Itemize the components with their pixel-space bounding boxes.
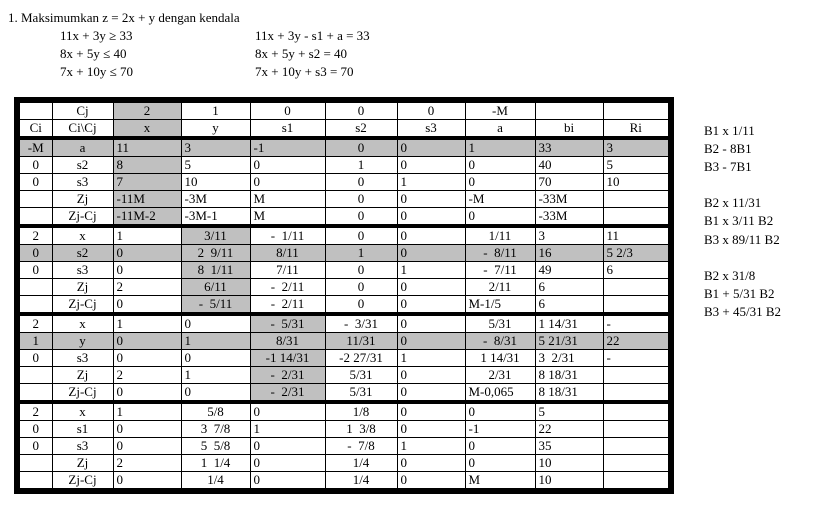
table-row xyxy=(17,208,671,227)
cell: 0 xyxy=(113,384,181,403)
cell xyxy=(603,208,671,227)
table-row xyxy=(17,421,671,438)
cell: 0 xyxy=(397,384,465,403)
cell: 11/31 xyxy=(325,333,397,350)
cell: 6/11 xyxy=(181,279,250,296)
cell: 0 xyxy=(325,174,397,191)
cell: 1 xyxy=(397,174,465,191)
row-operation: B2 x 31/8 xyxy=(704,268,756,283)
standard-form: 7x + 10y + s3 = 70 xyxy=(255,64,354,79)
cell: 0 xyxy=(397,314,465,333)
cell: 0 xyxy=(17,421,52,438)
cell: s3 xyxy=(397,120,465,139)
cell: - xyxy=(603,350,671,367)
cell: 1/4 xyxy=(325,472,397,492)
cell: 2 xyxy=(17,402,52,421)
table-row xyxy=(17,314,671,333)
cell: Ri xyxy=(603,120,671,139)
cell: 2 xyxy=(113,455,181,472)
cell: s2 xyxy=(52,245,113,262)
cell: Zj-Cj xyxy=(52,296,113,315)
cell: 0 xyxy=(250,472,325,492)
cell: 0 xyxy=(113,333,181,350)
cell xyxy=(17,296,52,315)
cell: 1 14/31 xyxy=(465,350,535,367)
cell: 8/11 xyxy=(250,245,325,262)
cell: 2 xyxy=(113,367,181,384)
cell: y xyxy=(181,120,250,139)
row-operation: B2 - 8B1 xyxy=(704,141,752,156)
cell xyxy=(17,100,52,120)
cell: 0 xyxy=(250,438,325,455)
cell xyxy=(603,384,671,403)
cell: 1 xyxy=(181,367,250,384)
cell: 1/8 xyxy=(325,402,397,421)
constraint: 8x + 5y ≤ 40 xyxy=(60,46,127,61)
cell: 22 xyxy=(535,421,603,438)
simplex-table xyxy=(14,97,674,494)
cell: 0 xyxy=(17,262,52,279)
cell: -1 xyxy=(465,421,535,438)
cell: 10 xyxy=(603,174,671,191)
cell: s2 xyxy=(52,157,113,174)
cell: 0 xyxy=(17,350,52,367)
cj-row xyxy=(17,100,671,120)
table-row xyxy=(17,333,671,350)
cell: - 3/31 xyxy=(325,314,397,333)
constraint: 7x + 10y ≤ 70 xyxy=(60,64,133,79)
cell: 0 xyxy=(397,421,465,438)
cell: Zj xyxy=(52,367,113,384)
table-row xyxy=(17,279,671,296)
cell xyxy=(603,296,671,315)
cell: Zj-Cj xyxy=(52,208,113,227)
cell: 8 18/31 xyxy=(535,367,603,384)
header-row xyxy=(17,120,671,139)
cell: 1/11 xyxy=(465,226,535,245)
cell: - 8/11 xyxy=(465,245,535,262)
table-row xyxy=(17,157,671,174)
cell: 2 xyxy=(17,226,52,245)
cell: 11 xyxy=(603,226,671,245)
cell: -2 27/31 xyxy=(325,350,397,367)
cell: - 1/11 xyxy=(250,226,325,245)
cell xyxy=(603,279,671,296)
table-row xyxy=(17,296,671,315)
cell: 49 xyxy=(535,262,603,279)
cell: 0 xyxy=(325,226,397,245)
cell: 0 xyxy=(325,262,397,279)
table-row xyxy=(17,455,671,472)
cell: -1 14/31 xyxy=(250,350,325,367)
cell: 0 xyxy=(397,455,465,472)
cell: 0 xyxy=(17,174,52,191)
cell: -11M xyxy=(113,191,181,208)
table-row xyxy=(17,191,671,208)
cell: 0 xyxy=(181,314,250,333)
cell: 0 xyxy=(397,333,465,350)
cell: s2 xyxy=(325,120,397,139)
cell: 7 xyxy=(113,174,181,191)
cell: 1 14/31 xyxy=(535,314,603,333)
cell: 0 xyxy=(325,138,397,157)
cell: 3 xyxy=(603,138,671,157)
cell: 0 xyxy=(397,245,465,262)
cell: 0 xyxy=(397,100,465,120)
row-operation: B1 x 3/11 B2 xyxy=(704,213,774,228)
cell: y xyxy=(52,333,113,350)
cell xyxy=(603,455,671,472)
cell: 6 xyxy=(535,279,603,296)
cell: 0 xyxy=(113,296,181,315)
cell: 0 xyxy=(325,279,397,296)
cell: M-1/5 xyxy=(465,296,535,315)
cell: 1 xyxy=(250,421,325,438)
cell: -33M xyxy=(535,208,603,227)
cell: Cj xyxy=(52,100,113,120)
cell: s3 xyxy=(52,262,113,279)
cell: - 7/8 xyxy=(325,438,397,455)
cell: 1/4 xyxy=(181,472,250,492)
cell: M xyxy=(250,191,325,208)
cell: 0 xyxy=(17,438,52,455)
cell: 3 xyxy=(181,138,250,157)
table-row xyxy=(17,402,671,421)
cell: 0 xyxy=(113,421,181,438)
cell: 0 xyxy=(113,245,181,262)
cell: 0 xyxy=(250,174,325,191)
cell xyxy=(603,191,671,208)
cell: 2/11 xyxy=(465,279,535,296)
cell: 8 18/31 xyxy=(535,384,603,403)
cell: -M xyxy=(17,138,52,157)
cell: 2 9/11 xyxy=(181,245,250,262)
cell: 1 xyxy=(465,138,535,157)
table-row xyxy=(17,384,671,403)
cell: -1 xyxy=(250,138,325,157)
cell: 3 2/31 xyxy=(535,350,603,367)
cell: 22 xyxy=(603,333,671,350)
cell: 2 xyxy=(113,279,181,296)
cell: 0 xyxy=(17,245,52,262)
table-row xyxy=(17,262,671,279)
cell: - 2/31 xyxy=(250,384,325,403)
row-operation: B3 - 7B1 xyxy=(704,159,752,174)
cell: 5/31 xyxy=(325,384,397,403)
cell: 1/4 xyxy=(325,455,397,472)
table-row xyxy=(17,438,671,455)
cell: 6 xyxy=(535,296,603,315)
cell: 0 xyxy=(397,472,465,492)
cell: 8/31 xyxy=(250,333,325,350)
cell: 1 xyxy=(397,350,465,367)
cell: 0 xyxy=(250,455,325,472)
row-operation: B3 x 89/11 B2 xyxy=(704,232,780,247)
cell: Zj-Cj xyxy=(52,472,113,492)
cell: x xyxy=(52,314,113,333)
cell: - 8/31 xyxy=(465,333,535,350)
cell: M-0,065 xyxy=(465,384,535,403)
cell: - xyxy=(603,314,671,333)
cell: a xyxy=(465,120,535,139)
cell xyxy=(17,455,52,472)
table-row xyxy=(17,472,671,492)
cell xyxy=(17,367,52,384)
row-operation: B1 x 1/11 xyxy=(704,123,755,138)
cell xyxy=(603,367,671,384)
cell: M xyxy=(465,472,535,492)
standard-form: 11x + 3y - s1 + a = 33 xyxy=(255,28,370,43)
cell: 0 xyxy=(181,384,250,403)
cell: - 2/31 xyxy=(250,367,325,384)
table-row xyxy=(17,138,671,157)
cell: 35 xyxy=(535,438,603,455)
cell: 0 xyxy=(397,367,465,384)
table-row xyxy=(17,174,671,191)
cell: 1 xyxy=(113,314,181,333)
cell: Ci\Cj xyxy=(52,120,113,139)
cell: 0 xyxy=(397,208,465,227)
cell: 0 xyxy=(397,191,465,208)
cell: 0 xyxy=(465,157,535,174)
cell: 0 xyxy=(397,402,465,421)
cell xyxy=(603,421,671,438)
cell: bi xyxy=(535,120,603,139)
cell: 5 5/8 xyxy=(181,438,250,455)
row-operation: B2 x 11/31 xyxy=(704,195,762,210)
cell: 10 xyxy=(535,472,603,492)
table-row xyxy=(17,350,671,367)
cell: 2 xyxy=(113,100,181,120)
cell: 2/31 xyxy=(465,367,535,384)
cell: 0 xyxy=(113,438,181,455)
cell: 0 xyxy=(465,174,535,191)
cell: -M xyxy=(465,100,535,120)
cell: 1 xyxy=(113,402,181,421)
cell: Zj xyxy=(52,455,113,472)
cell xyxy=(535,100,603,120)
cell: 8 xyxy=(113,157,181,174)
cell: 0 xyxy=(325,191,397,208)
row-operation: B3 + 45/31 B2 xyxy=(704,304,782,319)
cell: 0 xyxy=(465,438,535,455)
cell: 70 xyxy=(535,174,603,191)
cell: 11 xyxy=(113,138,181,157)
cell: 1 xyxy=(113,226,181,245)
cell: 0 xyxy=(325,296,397,315)
cell: 1 xyxy=(325,245,397,262)
cell: Zj xyxy=(52,279,113,296)
cell: -3M-1 xyxy=(181,208,250,227)
problem-title: 1. Maksimumkan z = 2x + y dengan kendala xyxy=(8,10,240,25)
cell: M xyxy=(250,208,325,227)
cell: 8 1/11 xyxy=(181,262,250,279)
cell: s1 xyxy=(52,421,113,438)
cell: 7/11 xyxy=(250,262,325,279)
table-row xyxy=(17,367,671,384)
cell: 0 xyxy=(250,157,325,174)
table-row xyxy=(17,245,671,262)
cell: Zj-Cj xyxy=(52,384,113,403)
cell: 5/31 xyxy=(465,314,535,333)
cell: 1 xyxy=(397,438,465,455)
cell: 1 xyxy=(17,333,52,350)
cell: 5 xyxy=(181,157,250,174)
standard-form: 8x + 5y + s2 = 40 xyxy=(255,46,348,61)
cell: 0 xyxy=(397,296,465,315)
cell: - 5/11 xyxy=(181,296,250,315)
cell: 0 xyxy=(397,279,465,296)
cell: 0 xyxy=(397,157,465,174)
cell: 33 xyxy=(535,138,603,157)
cell: s3 xyxy=(52,350,113,367)
cell: 1 xyxy=(397,262,465,279)
row-operation: B1 + 5/31 B2 xyxy=(704,286,775,301)
cell: 1 1/4 xyxy=(181,455,250,472)
cell: 0 xyxy=(113,262,181,279)
cell: 5 21/31 xyxy=(535,333,603,350)
cell: 0 xyxy=(17,157,52,174)
cell: 5 2/3 xyxy=(603,245,671,262)
cell: x xyxy=(113,120,181,139)
cell: 1 xyxy=(325,157,397,174)
cell: 5 xyxy=(603,157,671,174)
cell: -11M-2 xyxy=(113,208,181,227)
cell: 10 xyxy=(181,174,250,191)
cell: 3 xyxy=(535,226,603,245)
cell: 10 xyxy=(535,455,603,472)
cell: 0 xyxy=(397,138,465,157)
cell: 0 xyxy=(250,402,325,421)
cell: - 5/31 xyxy=(250,314,325,333)
cell: 6 xyxy=(603,262,671,279)
cell: Ci xyxy=(17,120,52,139)
cell: 1 3/8 xyxy=(325,421,397,438)
cell xyxy=(17,279,52,296)
cell xyxy=(603,402,671,421)
cell: 0 xyxy=(250,100,325,120)
cell: -M xyxy=(465,191,535,208)
cell: s3 xyxy=(52,174,113,191)
cell: Zj xyxy=(52,191,113,208)
cell xyxy=(603,472,671,492)
cell: 0 xyxy=(113,350,181,367)
cell xyxy=(17,191,52,208)
cell: 0 xyxy=(397,226,465,245)
cell: 40 xyxy=(535,157,603,174)
cell: - 2/11 xyxy=(250,296,325,315)
cell: 5 xyxy=(535,402,603,421)
cell: x xyxy=(52,402,113,421)
cell: 0 xyxy=(325,100,397,120)
cell: 1 xyxy=(181,100,250,120)
cell xyxy=(17,208,52,227)
cell: 16 xyxy=(535,245,603,262)
table-row xyxy=(17,226,671,245)
cell xyxy=(17,384,52,403)
cell: 0 xyxy=(465,402,535,421)
cell: 0 xyxy=(465,208,535,227)
cell xyxy=(603,100,671,120)
cell: 5/8 xyxy=(181,402,250,421)
cell: - 2/11 xyxy=(250,279,325,296)
constraint: 11x + 3y ≥ 33 xyxy=(60,28,133,43)
cell: 1 xyxy=(181,333,250,350)
cell: s1 xyxy=(250,120,325,139)
cell: 0 xyxy=(113,472,181,492)
cell: s3 xyxy=(52,438,113,455)
cell xyxy=(17,472,52,492)
cell: 0 xyxy=(465,455,535,472)
cell: - 7/11 xyxy=(465,262,535,279)
cell: -33M xyxy=(535,191,603,208)
cell: a xyxy=(52,138,113,157)
cell: 0 xyxy=(325,208,397,227)
cell: 5/31 xyxy=(325,367,397,384)
cell: 2 xyxy=(17,314,52,333)
cell xyxy=(603,438,671,455)
cell: 0 xyxy=(181,350,250,367)
cell: -3M xyxy=(181,191,250,208)
cell: x xyxy=(52,226,113,245)
cell: 3 7/8 xyxy=(181,421,250,438)
cell: 3/11 xyxy=(181,226,250,245)
